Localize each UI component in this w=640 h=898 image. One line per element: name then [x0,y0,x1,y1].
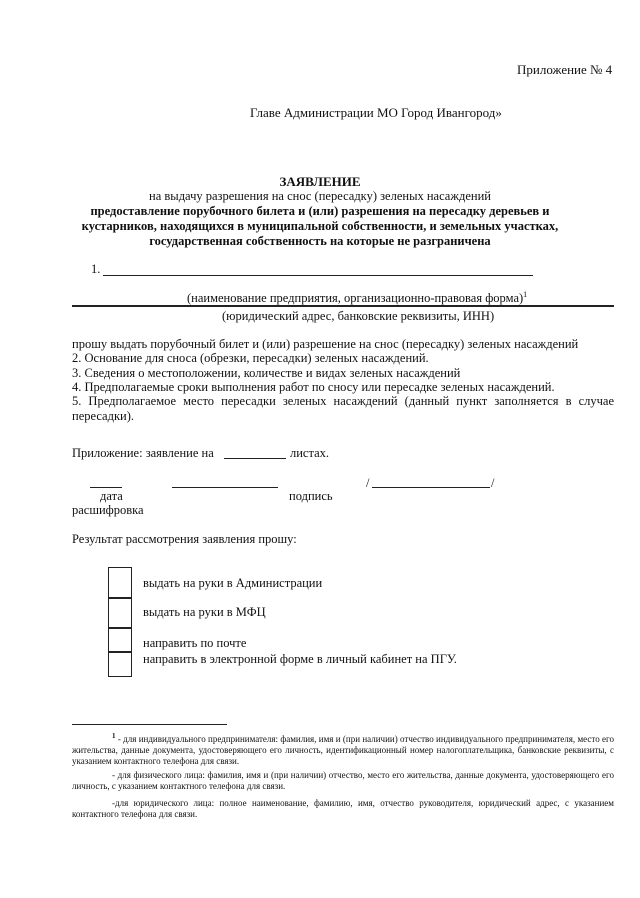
item-5: 5. Предполагаемое место пересадки зеленых насаждений (данный пункт заполняется в случае пересадки). [72,394,614,423]
signature-label: подпись [289,489,333,503]
item-2: 2. Основание для сноса (обрезки, пересадки) зеленых насаждений. [72,351,429,365]
footnote-ref: 1 [523,290,528,299]
organization-field-line[interactable] [103,275,533,276]
address-caption: (юридический адрес, банковские реквизиты, ИНН) [222,309,495,323]
option-mfc-label: выдать на руки в МФЦ [143,605,266,619]
signature-field-line[interactable] [172,487,278,488]
attachment-prefix: Приложение: заявление на [72,446,214,460]
slash-left: / [366,476,370,490]
slash-right: / [491,476,495,490]
item-3: 3. Сведения о местоположении, количестве и видах зеленых насаждений [72,366,461,380]
subject-line-1: предоставление порубочного билета и (или) разрешения на пересадку деревьев и [90,204,550,218]
attachment-suffix: листах. [290,446,330,460]
request-line: прошу выдать порубочный билет и (или) разрешение на снос (пересадку) зеленых насаждений [72,337,579,351]
date-field-line[interactable] [90,487,122,488]
decoding-label: расшифровка [72,503,144,517]
option-electronic-label: направить в электронной форме в личный кабинет на ПГУ. [143,652,457,666]
sheets-count-field[interactable] [224,458,286,459]
option-mail-label: направить по почте [143,636,247,650]
option-electronic-checkbox[interactable] [108,651,132,677]
footnote-3: -для юридического лица: полное наименование, фамилию, имя, отчество руководителя, юридический адрес, с указанием контактного телефона для связи. [72,798,614,819]
option-admin-checkbox[interactable] [108,567,132,599]
footnote-separator [72,724,227,725]
option-admin-label: выдать на руки в Администрации [143,576,323,590]
option-mfc-checkbox[interactable] [108,597,132,629]
document-title: ЗАЯВЛЕНИЕ [279,174,361,189]
option-mail-checkbox[interactable] [108,627,132,653]
addressee: Главе Администрации МО Город Ивангород» [250,105,502,120]
footnote-mark: 1 [112,732,116,740]
organization-caption: (наименование предприятия, организационно-правовая форма)$^1$ [187,290,528,306]
address-field-line[interactable] [72,305,614,307]
decoding-field-line[interactable] [372,487,490,488]
appendix-number: Приложение № 4 [517,62,613,77]
item-1-number: 1. [91,262,101,276]
document-subtitle: на выдачу разрешения на снос (пересадку) зеленых насаждений [149,189,491,203]
item-4: 4. Предполагаемые сроки выполнения работ по сносу или пересадке зеленых насаждений. [72,380,555,394]
subject-line-2: кустарников, находящихся в муниципальной собственности, и земельных участках, [81,219,559,233]
footnote-1: $^1$ - для индивидуального предпринимателя: фамилия, имя и (при наличии) отчество индивидуального предпринимателя, место его жительства, данные документа, удостоверяющего его личность, идентификационный номер налогоплательщика, банковские реквизиты, с указанием контактного телефона для связи. [72,732,614,766]
subject-line-3: государственная собственность на которые не разграничена [149,234,491,248]
date-label: дата [100,489,123,503]
footnote-2: - для физического лица: фамилия, имя и (при наличии) отчество, место его жительства, данные документа, удостоверяющего его личность, с указанием контактного телефона для связи. [72,770,614,791]
result-heading: Результат рассмотрения заявления прошу: [72,532,297,546]
